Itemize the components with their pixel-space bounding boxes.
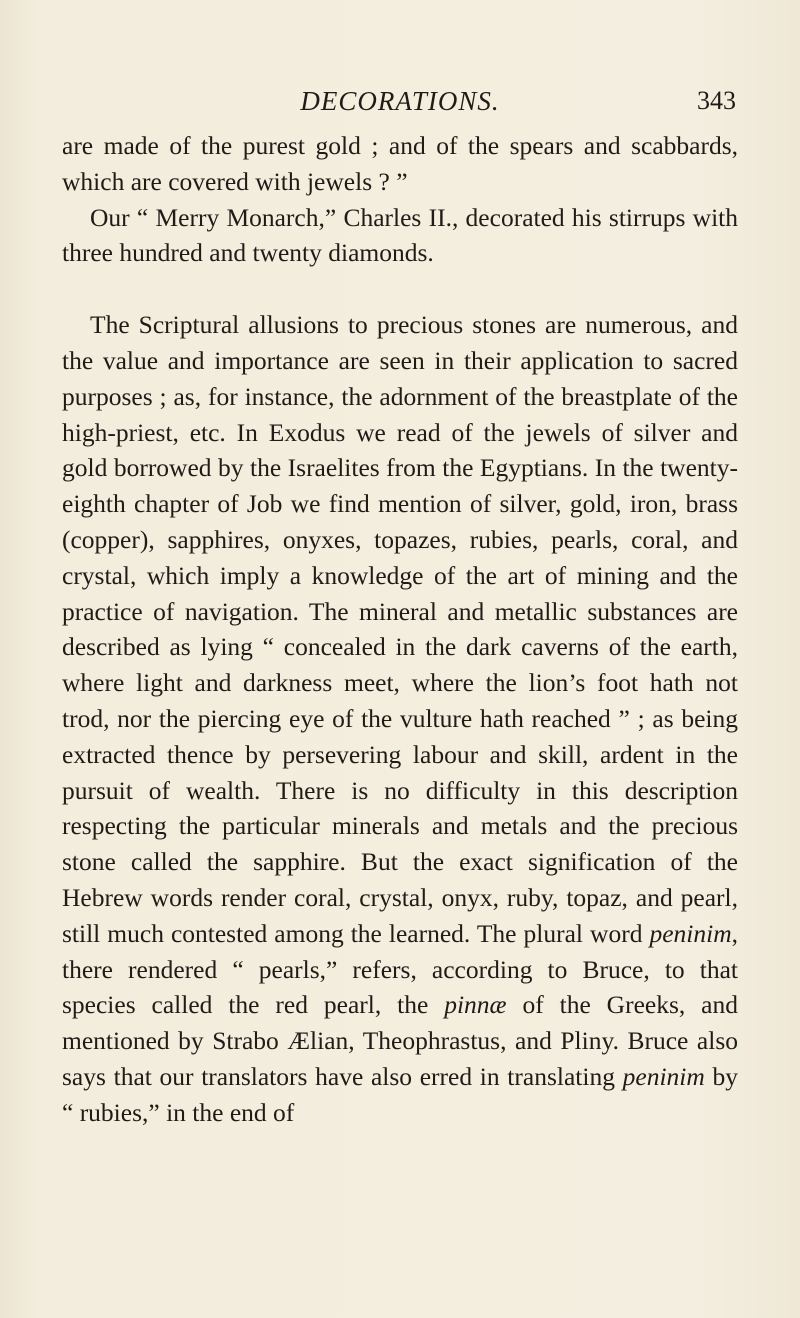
italic-word-peninim: peninim xyxy=(649,918,732,948)
paragraph-merry-monarch: Our “ Merry Monarch,” Charles II., decorated his stirrups with three hundred and twenty diamonds. xyxy=(62,202,738,268)
paragraph-scriptural-allusions xyxy=(62,307,738,1130)
italic-word-pinnae: pinnæ xyxy=(444,990,507,1020)
body-text xyxy=(62,128,738,1131)
text-run: of the Greeks, and mentioned by Strabo Ælian, Theophrastus, and Pliny. Bruce also says that our translators have also erred in translating xyxy=(62,990,739,1091)
text-run: by “ rubies,” in the end of xyxy=(62,1061,738,1127)
page-header xyxy=(60,84,740,124)
italic-word-peninim: peninim xyxy=(622,1061,705,1091)
text-run: The Scriptural allusions to precious stones are numerous, and the value and importance are seen in their application to sacred purposes ; as, for instance, the adornment of the breastplate of the high-priest, etc. In Exodus we read of the jewels of silver and gold borrowed by the Israelites from the Egyptians. In the twenty-eighth chapter of Job we find mention of silver, gold, iron, brass (copper), sapphires, onyxes, topazes, rubies, pearls, coral, and crystal, which imply a knowledge of the art of mining and the practice of navigation. The mineral and metallic substances are described as lying “ concealed in the dark caverns of the earth, where light and darkness meet, where the lion’s foot hath not trod, nor the piercing eye of the vulture hath reached ” ; as being extracted thence by persevering labour and skill, ardent in the pursuit of wealth. There is no difficulty in this description respecting the particular minerals and metals and the precious stone called the sapphire. But the exact signification of the Hebrew words render coral, crystal, onyx, ruby, topaz, and pearl, still much contested among the learned. The plural word xyxy=(62,310,738,948)
text-run: , there rendered “ pearls,” refers, according to Bruce, to that species called the red pearl, the xyxy=(62,918,738,1020)
paragraph-continued: are made of the purest gold ; and of the spears and scabbards, which are covered with jewels ? ” xyxy=(62,131,738,196)
page-number: 343 xyxy=(697,86,736,115)
running-head: DECORATIONS. xyxy=(300,86,500,116)
